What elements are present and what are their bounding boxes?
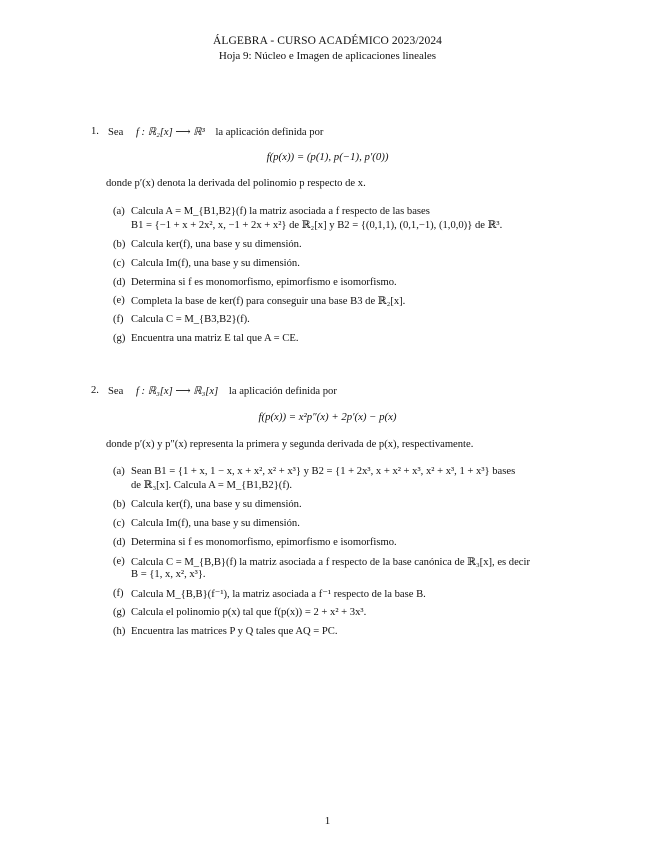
item-text: Determina si f es monomorfismo, epimorfismo e isomorfismo. — [131, 537, 397, 548]
problem-intro — [108, 385, 337, 397]
item-label: (e) — [113, 556, 125, 567]
display-equation: f(p(x)) = x²p″(x) + 2p′(x) − p(x) — [258, 411, 397, 423]
item-label: (b) — [113, 499, 126, 510]
sheet-title: Hoja 9: Núcleo e Imagen de aplicaciones lineales — [218, 50, 437, 62]
item-label: (a) — [113, 206, 125, 217]
item-text: Calcula C = M_{B,B}(f) la matriz asociada a f respecto de la base canónica de ℝ₃[x], es decir — [131, 557, 530, 568]
item-label: (d) — [113, 537, 126, 548]
item-label: (b) — [113, 239, 126, 250]
item-text: Calcula C = M_{B3,B2}(f). — [131, 314, 250, 325]
item-label: (d) — [113, 277, 126, 288]
item-text: Completa la base de ker(f) para conseguir una base B3 de ℝ₂[x]. — [131, 296, 406, 307]
intro-rest: la aplicación definida por — [228, 386, 337, 397]
item-label: (f) — [113, 588, 124, 599]
item-text-continued: B = {1, x, x², x³}. — [131, 569, 206, 580]
item-text: Calcula Im(f), una base y su dimensión. — [131, 518, 300, 529]
problem-intro — [108, 126, 323, 138]
item-label: (h) — [113, 626, 126, 637]
problem-note: donde p′(x) y p″(x) representa la primera y segunda derivada de p(x), respectivamente. — [106, 439, 474, 450]
item-label: (a) — [113, 466, 125, 477]
intro-sea: Sea — [108, 386, 124, 397]
intro-rest: la aplicación definida por — [215, 127, 324, 138]
item-text: Encuentra una matriz E tal que A = CE. — [131, 333, 299, 344]
intro-function: f : ℝ₃[x] ⟶ ℝ₃[x] — [135, 386, 219, 397]
problem-number: 2. — [91, 385, 99, 396]
item-label: (f) — [113, 314, 124, 325]
item-text: Sean B1 = {1 + x, 1 − x, x + x², x² + x³} y B2 = {1 + 2x³, x + x² + x³, x² + x³, 1 + x³} bases — [131, 466, 516, 477]
item-text: Calcula ker(f), una base y su dimensión. — [131, 499, 302, 510]
item-text: Calcula el polinomio p(x) tal que f(p(x)) = 2 + x² + 3x³. — [131, 607, 367, 618]
item-text: Calcula M_{B,B}(f⁻¹), la matriz asociada a f⁻¹ respecto de la base B. — [131, 589, 426, 600]
item-text-continued: de ℝ₃[x]. Calcula A = M_{B1,B2}(f). — [131, 480, 293, 491]
item-text-continued: B1 = {−1 + x + 2x², x, −1 + 2x + x²} de ℝ₂[x] y B2 = {(0,1,1), (0,1,−1), (1,0,0)} de ℝ³. — [131, 220, 503, 231]
item-text: Calcula A = M_{B1,B2}(f) la matriz asociada a f respecto de las bases — [131, 206, 430, 217]
item-text: Determina si f es monomorfismo, epimorfismo e isomorfismo. — [131, 277, 397, 288]
item-text: Encuentra las matrices P y Q tales que AQ = PC. — [131, 626, 338, 637]
course-header: ÁLGEBRA - CURSO ACADÉMICO 2023/2024 — [212, 35, 443, 47]
item-text: Calcula Im(f), una base y su dimensión. — [131, 258, 300, 269]
item-label: (e) — [113, 295, 125, 306]
item-label: (c) — [113, 258, 125, 269]
item-label: (g) — [113, 333, 126, 344]
page-number: 1 — [324, 815, 331, 827]
problem-note: donde p′(x) denota la derivada del polinomio p respecto de x. — [106, 178, 366, 189]
item-label: (c) — [113, 518, 125, 529]
item-label: (g) — [113, 607, 126, 618]
display-equation: f(p(x)) = (p(1), p(−1), p′(0)) — [266, 151, 389, 163]
item-text: Calcula ker(f), una base y su dimensión. — [131, 239, 302, 250]
intro-function: f : ℝ₂[x] ⟶ ℝ³ — [135, 127, 205, 138]
problem-number: 1. — [91, 126, 99, 137]
intro-sea: Sea — [108, 127, 124, 138]
